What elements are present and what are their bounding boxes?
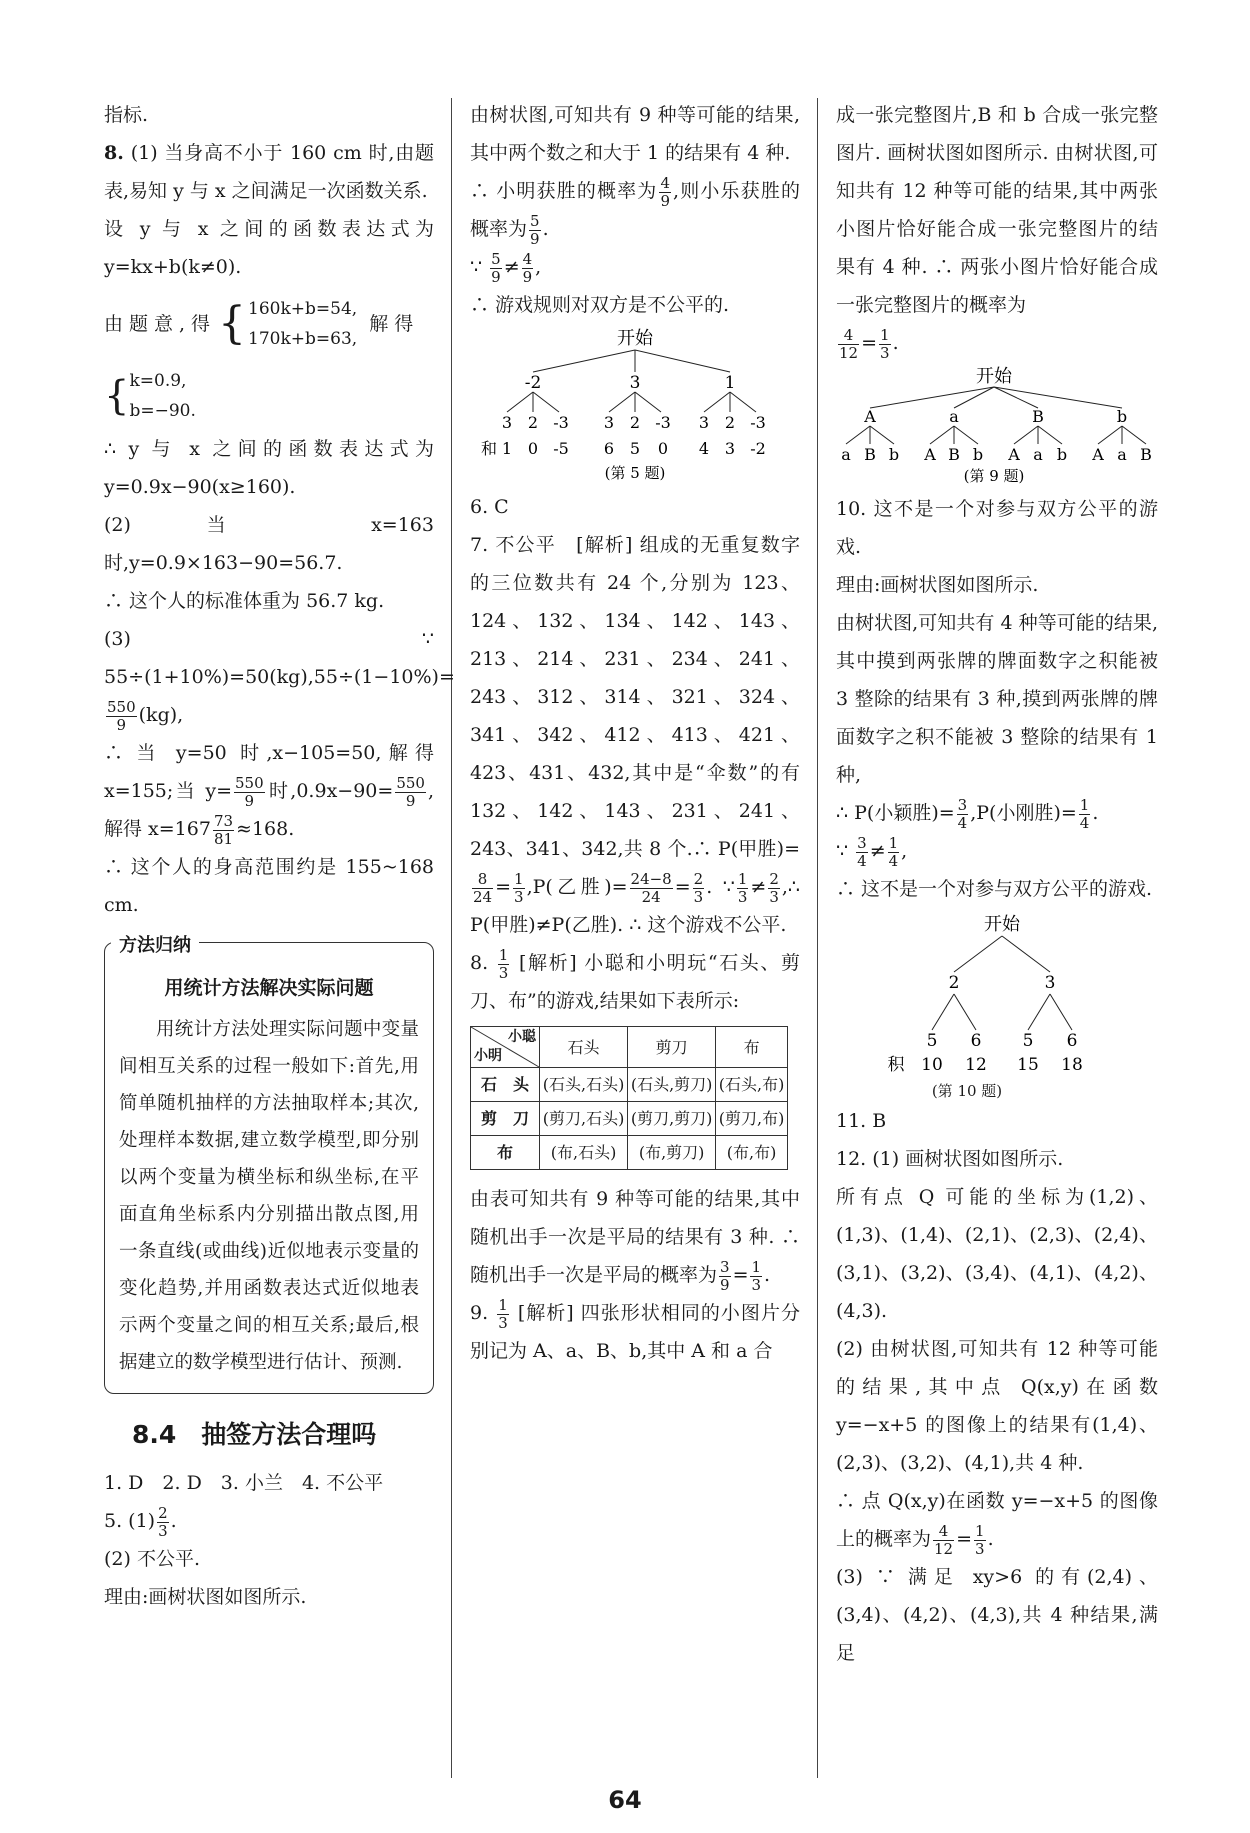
text-line: 11. B bbox=[836, 1110, 887, 1132]
tree-leaf: 6 bbox=[1066, 1031, 1078, 1051]
tree-leaf: B bbox=[948, 445, 960, 464]
question-number: 8. bbox=[104, 142, 124, 164]
text-line: ∵ $\frac{3}{4}$ ≠ $\frac{1}{4}$ , bbox=[836, 833, 908, 870]
text-line: 指标. bbox=[104, 104, 149, 126]
tree-leaf: a bbox=[1117, 445, 1127, 464]
q8-part1: 8. (1) 当身高不小于 160 cm 时,由题表,易知 y 与 x 之间满足一次函数关系. bbox=[104, 142, 434, 202]
text-line: ∴ 这个人的身高范围约是 155~168 cm. bbox=[104, 856, 434, 916]
tree-root: 开始 bbox=[617, 328, 653, 349]
tree-leaf: 2 bbox=[724, 413, 736, 432]
sum-value: 3 bbox=[724, 439, 736, 458]
tree-diagram-q5 bbox=[481, 326, 785, 486]
fraction: $\frac{8}{24}$ bbox=[473, 869, 493, 906]
text-line: (2) 不公平. bbox=[104, 1548, 200, 1570]
fraction: $\frac{3}{4}$ bbox=[957, 795, 968, 832]
column-divider-1 bbox=[451, 98, 452, 1778]
tree-leaf: a bbox=[1033, 445, 1043, 464]
box-body: 用统计方法处理实际问题中变量间相互关系的过程一般如下:首先,用简单随机抽样的方法抽取样本;其次,处理样本数据,建立数学模型,即分别以两个变量为横坐标和纵坐标,在平面直角坐标系内分别描出散点图,用一条直线(或曲线)近似地表示变量的变化趋势,并用函数表达式近似地表示两个变量之间的相互关系;最后,根据建立的数学模型进行估计、预测. bbox=[119, 1019, 419, 1373]
tree-leaf: A bbox=[924, 445, 936, 464]
q8-system: 由题意,得 { 160k+b=54, 170k+b=63, 解得 bbox=[104, 286, 434, 362]
table-col-header: 石头 bbox=[540, 1027, 628, 1068]
text-line: ∵ $\frac{5}{9}$ ≠ $\frac{4}{9}$ , bbox=[470, 249, 542, 286]
fraction: $\frac{1}{3}$ bbox=[498, 945, 509, 982]
page-number: 64 bbox=[608, 1786, 642, 1814]
tree-leaf: 3 bbox=[603, 413, 615, 432]
fraction: $\frac{1}{4}$ bbox=[1079, 795, 1090, 832]
figure-caption: (第 10 题) bbox=[931, 1082, 1003, 1100]
tree-node: -2 bbox=[524, 373, 542, 393]
table-cell: (布,布) bbox=[716, 1136, 788, 1170]
fraction: $\frac{2}{3}$ bbox=[158, 1503, 168, 1540]
table-header-row bbox=[471, 1027, 788, 1068]
tree-leaf: 5 bbox=[926, 1031, 938, 1051]
tree-node: b bbox=[1116, 407, 1128, 426]
fraction: $\frac{550}{9}$ bbox=[235, 773, 264, 810]
tree-leaf: b bbox=[888, 445, 900, 464]
column-left bbox=[104, 96, 455, 1616]
table-cell: (剪刀,石头) bbox=[540, 1102, 628, 1136]
q8-text: 8. $\frac{1}{3}$ [解析] 小聪和小明玩“石头、剪刀、布”的游戏,结果如下表所示: bbox=[470, 945, 801, 1012]
tree-node: B bbox=[1032, 407, 1044, 426]
fraction: $\frac{2}{3}$ bbox=[769, 869, 779, 906]
sum-value: 6 bbox=[603, 439, 615, 458]
text-line: 由树状图,可知共有 4 种等可能的结果,其中摸到两张牌的牌面数字之积能被 3 整除的结果有 3 种,摸到两张牌的牌面数字之积不能被 3 整除的结果有 1 种, bbox=[836, 612, 1158, 786]
fraction: $\frac{550}{9}$ bbox=[107, 697, 136, 734]
figure-caption: (第 9 题) bbox=[963, 467, 1025, 485]
q7-text: 7. 不公平 [解析] 组成的无重复数字的三位数共有 24 个,分别为 123、124、132、134、142、143、213、214、231、234、241、243、312、314、321、324、341、342、412、413、421、423、431、432,其中是“伞数”的有 132、142、143、231、241、243、341、342,共 8 个.∴ P(甲胜)= $\frac{8}{24}$ = $\frac{1}{3}$ ,P(乙胜)= $\frac{24-8}{24}$ = $\frac{2}{3}$ . ∵ $\frac{1}{3}$ ≠ $\frac{2}{3}$ ,∴ P(甲胜)≠P(乙胜). ∴ 这个游戏不公平. bbox=[470, 534, 800, 936]
fraction: $\frac{5}{9}$ bbox=[530, 211, 540, 248]
sum-value: -5 bbox=[553, 439, 569, 458]
table-row-header: 剪 刀 bbox=[471, 1102, 540, 1136]
fraction: $\frac{2}{3}$ bbox=[693, 869, 704, 906]
fraction: $\frac{1}{3}$ bbox=[737, 869, 748, 906]
text-line: (2) 由树状图,可知共有 12 种等可能的结果,其中点 Q(x,y)在函数 y=−x+5 的图像上的结果有(1,4)、(2,3)、(3,2)、(4,1),共 4 种. bbox=[836, 1338, 1158, 1474]
sum-label: 和 bbox=[481, 439, 498, 458]
fraction: $\frac{4}{9}$ bbox=[660, 173, 671, 210]
product-label: 积 bbox=[887, 1055, 905, 1075]
text-line: ∴ 小明获胜的概率为 $\frac{4}{9}$ ,则小乐获胜的概率为 $\frac{5}{9}$ . bbox=[470, 173, 800, 248]
product-value: 15 bbox=[1017, 1055, 1039, 1075]
fraction: $\frac{1}{4}$ bbox=[888, 833, 899, 870]
tree-root: 开始 bbox=[976, 366, 1012, 387]
tree-leaf: B bbox=[1140, 445, 1152, 464]
fraction: $\frac{1}{3}$ bbox=[975, 1521, 985, 1558]
tree-diagram-q9 bbox=[836, 364, 1158, 488]
fraction: $\frac{4}{12}$ bbox=[839, 325, 859, 362]
equation: 160k+b=54, bbox=[248, 299, 358, 319]
tree-leaf: B bbox=[864, 445, 876, 464]
text-line: 6. C bbox=[470, 496, 509, 518]
figure-caption: (第 5 题) bbox=[604, 464, 666, 482]
tree-node: 1 bbox=[724, 373, 736, 393]
fraction: $\frac{3}{4}$ bbox=[857, 833, 867, 870]
tree-leaf: a bbox=[841, 445, 851, 464]
text-line: 由树状图,可知共有 9 种等可能的结果,其中两个数之和大于 1 的结果有 4 种. bbox=[470, 104, 800, 164]
tree-node: 3 bbox=[629, 373, 641, 393]
fraction: $\frac{1}{3}$ bbox=[880, 325, 890, 362]
fraction: $\frac{24-8}{24}$ bbox=[630, 869, 672, 906]
sum-value: 4 bbox=[698, 439, 710, 458]
product-value: 18 bbox=[1061, 1055, 1083, 1075]
fraction: $\frac{1}{3}$ bbox=[498, 1295, 508, 1332]
fraction: $\frac{1}{3}$ bbox=[514, 869, 524, 906]
section-heading: 8.4 抽签方法合理吗 bbox=[132, 1420, 377, 1449]
tree-root: 开始 bbox=[984, 914, 1020, 935]
table-cell: (布,剪刀) bbox=[628, 1136, 716, 1170]
product-value: 10 bbox=[921, 1055, 943, 1075]
table-cell: (剪刀,布) bbox=[716, 1102, 788, 1136]
column-divider-2 bbox=[817, 98, 818, 1778]
fraction: $\frac{1}{3}$ bbox=[751, 1257, 762, 1294]
method-summary-box bbox=[104, 935, 434, 1394]
table-cell: (剪刀,剪刀) bbox=[628, 1102, 716, 1136]
tree-diagram-q10 bbox=[872, 910, 1122, 1078]
tree-leaf: -3 bbox=[553, 413, 569, 432]
equation: 170k+b=63, bbox=[248, 329, 358, 349]
tree-node: 3 bbox=[1044, 973, 1056, 993]
column-middle bbox=[470, 96, 800, 1370]
table-row-header: 布 bbox=[471, 1136, 540, 1170]
result-table bbox=[470, 1026, 788, 1170]
text-line: ∴ 当 y=50 时,x−105=50,解得 x=155;当 y= $\frac{550}{9}$ 时,0.9x−90= $\frac{550}{9}$ ,解得 x=167 $\frac{73}{81}$ ≈168. bbox=[104, 742, 434, 848]
table-col-header: 布 bbox=[716, 1027, 788, 1068]
sum-value: -2 bbox=[750, 439, 766, 458]
table-row bbox=[471, 1136, 788, 1170]
table-cell: (石头,布) bbox=[716, 1068, 788, 1102]
table-corner: 小聪 小明 bbox=[471, 1027, 540, 1068]
q8-setup: 设 y 与 x 之间的函数表达式为 y=kx+b(k≠0). bbox=[104, 218, 434, 278]
table-cell: (石头,剪刀) bbox=[628, 1068, 716, 1102]
box-tag: 方法归纳 bbox=[111, 927, 199, 965]
text-line: ∴ P(小颖胜)= $\frac{3}{4}$ ,P(小刚胜)= $\frac{1}{4}$ . bbox=[836, 795, 1099, 832]
tree-leaf: 2 bbox=[527, 413, 539, 432]
q5-part1: 5. (1) $\frac{2}{3}$ . bbox=[104, 1503, 177, 1540]
fraction: $\frac{3}{9}$ bbox=[720, 1257, 730, 1294]
table-row-header: 石 头 bbox=[471, 1068, 540, 1102]
fraction: $\frac{550}{9}$ bbox=[396, 773, 425, 810]
tree-leaf: 6 bbox=[970, 1031, 982, 1051]
text-line: (2) 当 x=163 时,y=0.9×163−90=56.7. bbox=[104, 514, 434, 574]
fraction: $\frac{73}{81}$ bbox=[213, 811, 234, 848]
fraction: $\frac{5}{9}$ bbox=[491, 249, 501, 286]
box-title: 用统计方法解决实际问题 bbox=[164, 977, 374, 999]
text-line: ∴ 这不是一个对参与双方公平的游戏. bbox=[836, 878, 1153, 900]
tree-leaf: 5 bbox=[1022, 1031, 1034, 1051]
text-line: 理由:画树状图如图所示. bbox=[104, 1586, 307, 1608]
sum-value: 1 bbox=[501, 439, 513, 458]
text-line: 10. 这不是一个对参与双方公平的游戏. bbox=[836, 498, 1158, 558]
sum-value: 0 bbox=[657, 439, 669, 458]
table-row bbox=[471, 1068, 788, 1102]
tree-leaf: b bbox=[1056, 445, 1068, 464]
q8-solution: { k=0.9, b=−90. bbox=[104, 362, 434, 430]
tree-leaf: -3 bbox=[750, 413, 766, 432]
q8-conclusion: 由表可知共有 9 种等可能的结果,其中随机出手一次是平局的结果有 3 种. ∴ 随机出手一次是平局的概率为 $\frac{3}{9}$ = $\frac{1}{3}$ . bbox=[470, 1188, 800, 1294]
tree-leaf: A bbox=[1092, 445, 1104, 464]
equation: b=−90. bbox=[129, 401, 196, 421]
sum-value: 0 bbox=[527, 439, 539, 458]
tree-leaf: 3 bbox=[501, 413, 513, 432]
equation: k=0.9, bbox=[129, 371, 187, 391]
tree-leaf: -3 bbox=[655, 413, 671, 432]
q9-continued: 成一张完整图片,B 和 b 合成一张完整图片. 画树状图如图所示. 由树状图,可知共有 12 种等可能的结果,其中两张小图片恰好能合成一张完整图片的结果有 4 种. ∴ 两张小图片恰好能合成一张完整图片的概率为 $\frac{4}{12}$ = $\frac{1}{3}$ . bbox=[836, 104, 1158, 362]
tree-leaf: 2 bbox=[629, 413, 641, 432]
answers-1-4: 1. D 2. D 3. 小兰 4. 不公平 bbox=[104, 1472, 384, 1494]
table-row bbox=[471, 1102, 788, 1136]
text-line: 所有点 Q 可能的坐标为(1,2)、(1,3)、(1,4)、(2,1)、(2,3)、(2,4)、(3,1)、(3,2)、(3,4)、(4,1)、(4,2)、(4,3). bbox=[836, 1186, 1158, 1322]
column-right bbox=[836, 96, 1158, 1672]
text-line: ∴ 这个人的标准体重为 56.7 kg. bbox=[104, 590, 385, 612]
q9-text: 9. $\frac{1}{3}$ [解析] 四张形状相同的小图片分别记为 A、a、B、b,其中 A 和 a 合 bbox=[470, 1295, 800, 1362]
text-line: 理由:画树状图如图所示. bbox=[836, 574, 1039, 596]
tree-node: A bbox=[864, 407, 876, 426]
product-value: 12 bbox=[965, 1055, 987, 1075]
tree-node: a bbox=[949, 407, 959, 426]
text-line: ∴ 游戏规则对双方是不公平的. bbox=[470, 294, 730, 316]
fraction: $\frac{4}{12}$ bbox=[934, 1521, 954, 1558]
tree-leaf: A bbox=[1008, 445, 1020, 464]
text-line: (3) ∵ 满足 xy>6 的有(2,4)、(3,4)、(4,2)、(4,3),共 4 种结果,满足 bbox=[836, 1566, 1158, 1664]
fraction: $\frac{4}{9}$ bbox=[522, 249, 533, 286]
tree-node: 2 bbox=[948, 973, 960, 993]
text-line: ∴ y 与 x 之间的函数表达式为 y=0.9x−90(x≥160). bbox=[104, 438, 434, 498]
text-line: 12. (1) 画树状图如图所示. bbox=[836, 1148, 1064, 1170]
table-col-header: 剪刀 bbox=[628, 1027, 716, 1068]
table-cell: (石头,石头) bbox=[540, 1068, 628, 1102]
text-line: (3) ∵ 55÷(1+10%)=50(kg),55÷(1−10%)= $\frac{550}{9}$ (kg), bbox=[104, 628, 455, 734]
text-line: ∴ 点 Q(x,y)在函数 y=−x+5 的图像上的概率为 $\frac{4}{12}$ = $\frac{1}{3}$ . bbox=[836, 1490, 1158, 1558]
tree-leaf: b bbox=[972, 445, 984, 464]
tree-leaf: 3 bbox=[698, 413, 710, 432]
sum-value: 5 bbox=[629, 439, 641, 458]
table-cell: (布,石头) bbox=[540, 1136, 628, 1170]
